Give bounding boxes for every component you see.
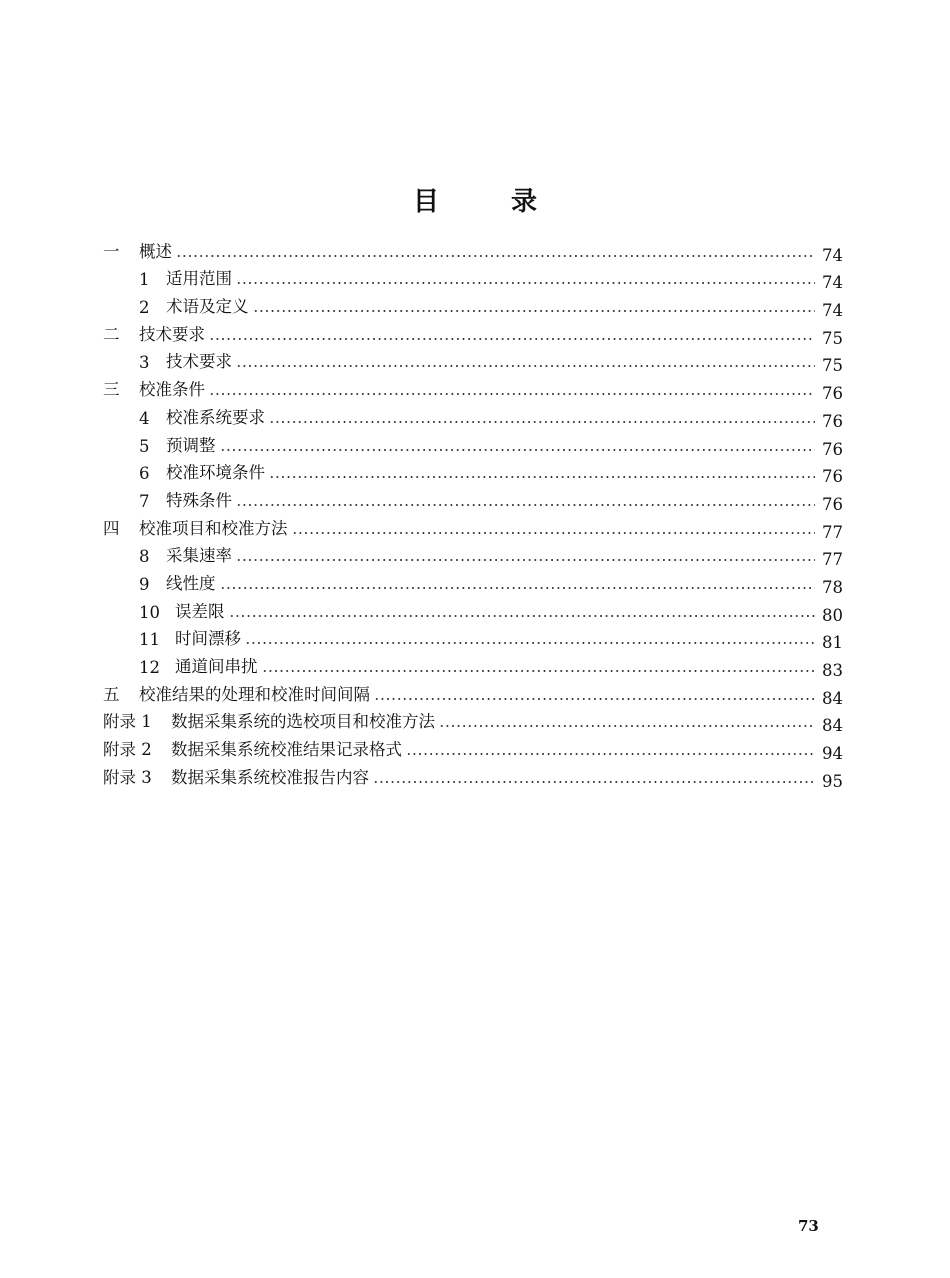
toc-entry-number: 7	[139, 491, 150, 511]
toc-entry-number: 6	[139, 464, 150, 484]
dot-leader	[176, 254, 815, 258]
toc-entry[interactable]	[103, 732, 843, 764]
page-title-part2: 录	[511, 187, 538, 218]
toc-entry-number: 5	[139, 436, 150, 456]
toc-entry-label: 数据采集系统校准结果记录格式	[171, 740, 402, 760]
page-number: 73	[798, 1217, 819, 1235]
toc-entry-page: 76	[822, 494, 843, 514]
toc-entry-page: 78	[822, 577, 843, 597]
toc-entry-label: 技术要求	[166, 352, 232, 372]
toc-entry-number: 12	[139, 658, 160, 677]
toc-entry[interactable]	[103, 400, 843, 431]
toc-entry[interactable]	[103, 317, 843, 348]
dot-leader	[236, 364, 815, 368]
toc-entry[interactable]	[103, 345, 843, 376]
toc-entry-number: 一	[103, 241, 120, 261]
dot-leader	[292, 531, 816, 535]
toc-entry-number: 4	[139, 408, 150, 428]
toc-entry-page: 84	[822, 716, 843, 736]
toc-entry-number: 二	[103, 324, 120, 344]
toc-entry-page: 76	[822, 467, 843, 487]
toc-entry-number: 1	[139, 270, 150, 290]
toc-entry[interactable]	[103, 566, 843, 597]
toc-entry-number: 附录 3	[103, 767, 152, 787]
toc-entry-label: 时间漂移	[175, 629, 241, 649]
toc-entry-number: 五	[103, 684, 120, 704]
toc-entry-label: 适用范围	[166, 269, 232, 289]
dot-leader	[269, 475, 815, 479]
dot-leader	[245, 641, 815, 645]
dot-leader	[209, 337, 815, 341]
toc-entry-label: 采集速率	[166, 546, 232, 566]
toc-entry[interactable]	[103, 760, 843, 791]
dot-leader	[220, 448, 816, 452]
toc-entry[interactable]	[103, 622, 843, 653]
toc-entry-label: 校准系统要求	[166, 407, 265, 427]
dot-leader	[220, 586, 816, 590]
toc-entry-label: 数据采集系统校准报告内容	[171, 767, 369, 787]
toc-entry-label: 校准项目和校准方法	[139, 518, 288, 538]
toc-entry[interactable]	[103, 289, 843, 321]
toc-entry-page: 75	[822, 328, 843, 348]
toc-entry[interactable]	[103, 483, 843, 514]
dot-leader	[439, 724, 815, 728]
page-title	[0, 181, 950, 218]
toc-entry-number: 四	[103, 518, 120, 538]
toc-entry-page: 94	[822, 744, 843, 764]
dot-leader	[373, 780, 815, 784]
toc-entry-label: 概述	[139, 241, 172, 261]
dot-leader	[374, 697, 815, 701]
toc-entry-label: 预调整	[166, 435, 216, 455]
toc-entry[interactable]	[103, 705, 843, 736]
toc-entry-page: 77	[822, 550, 843, 570]
toc-entry-label: 特殊条件	[166, 490, 232, 510]
toc-entry-label: 校准环境条件	[166, 463, 265, 483]
toc-entry-page: 76	[822, 384, 843, 404]
toc-entry[interactable]	[103, 428, 843, 459]
dot-leader	[236, 281, 815, 285]
toc-entry-page: 76	[822, 439, 843, 459]
toc-entry-number: 10	[139, 602, 160, 622]
toc-entry[interactable]	[103, 456, 843, 487]
toc-entry[interactable]	[103, 234, 843, 265]
toc-entry-number: 11	[139, 630, 160, 650]
dot-leader	[236, 503, 815, 507]
toc-entry-page: 74	[822, 245, 843, 265]
dot-leader	[253, 309, 816, 313]
toc-entry-number: 附录 1	[103, 712, 152, 732]
toc-entry-label: 术语及定义	[166, 297, 249, 317]
toc-entry-label: 线性度	[166, 573, 216, 593]
dot-leader	[262, 669, 816, 673]
toc-entry[interactable]	[103, 594, 843, 625]
toc-entry[interactable]	[103, 649, 843, 680]
toc-entry-number: 8	[139, 547, 150, 567]
toc-entry-label: 误差限	[175, 601, 225, 621]
toc-entry-number: 2	[139, 298, 150, 318]
toc-entry[interactable]	[103, 262, 843, 293]
toc-entry-page: 80	[822, 605, 843, 625]
table-of-contents	[103, 234, 843, 791]
page-title-part1: 目	[412, 187, 439, 218]
toc-entry-page: 74	[822, 273, 843, 293]
toc-entry-label: 技术要求	[139, 324, 205, 344]
toc-entry-page: 95	[822, 771, 843, 791]
toc-entry-page: 75	[822, 356, 843, 376]
toc-entry-number: 附录 2	[103, 740, 152, 760]
toc-entry[interactable]	[103, 677, 843, 708]
toc-entry-page: 81	[822, 633, 843, 653]
toc-entry-page: 84	[822, 688, 843, 708]
toc-entry-label: 通道间串扰	[175, 657, 258, 676]
toc-entry-page: 83	[822, 661, 843, 680]
toc-entry-page: 77	[822, 522, 843, 542]
toc-entry-number: 9	[139, 574, 150, 594]
toc-entry-page: 76	[822, 411, 843, 431]
toc-entry-label: 数据采集系统的选校项目和校准方法	[171, 712, 435, 732]
toc-entry-page: 74	[822, 301, 843, 321]
dot-leader	[236, 558, 815, 562]
dot-leader	[229, 614, 816, 618]
dot-leader	[209, 392, 815, 396]
toc-entry-label: 校准结果的处理和校准时间间隔	[139, 684, 370, 704]
dot-leader	[269, 420, 815, 424]
toc-entry-label: 校准条件	[139, 380, 205, 400]
toc-entry[interactable]	[103, 372, 843, 404]
dot-leader	[406, 752, 815, 756]
toc-entry-number: 三	[103, 380, 120, 400]
toc-entry[interactable]	[103, 539, 843, 570]
toc-entry[interactable]	[103, 511, 843, 542]
toc-entry-number: 3	[139, 353, 150, 373]
